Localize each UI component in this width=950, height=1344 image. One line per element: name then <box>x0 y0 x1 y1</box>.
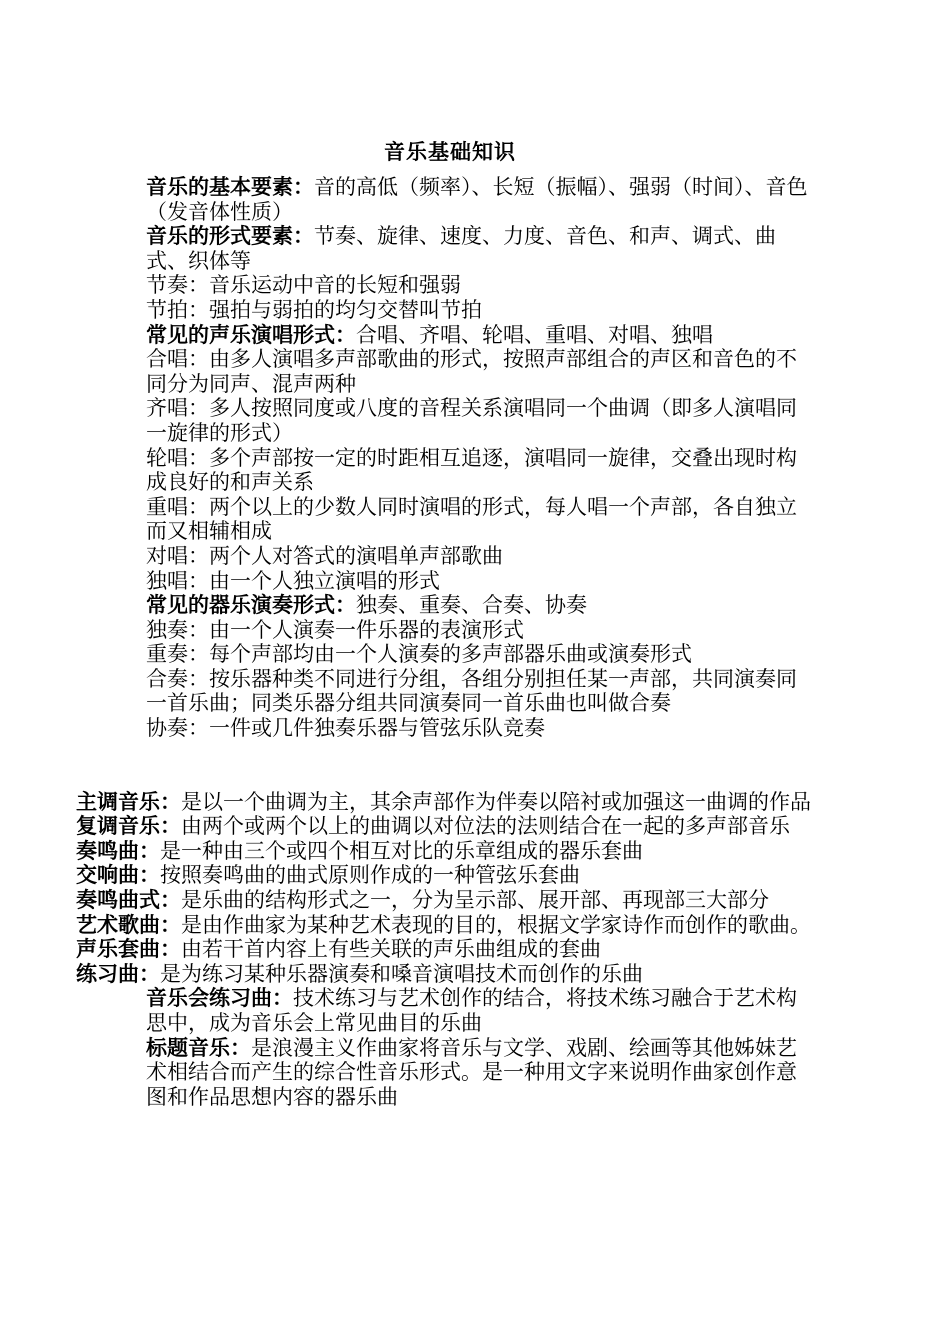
paragraph <box>76 788 816 815</box>
paragraph <box>146 396 816 445</box>
paragraph <box>146 224 816 273</box>
paragraph <box>76 813 816 839</box>
term: 复调音乐： <box>76 813 181 839</box>
term: 常见的声乐演唱形式： <box>146 321 356 347</box>
paragraph <box>76 887 816 913</box>
definition: 是乐曲的结构形式之一，分为呈示部、展开部、再现部三大部分 <box>181 888 769 913</box>
term: 奏鸣曲： <box>76 837 160 863</box>
term: 音乐的基本要素： <box>146 174 314 199</box>
definition: 节奏、旋律、速度、力度、音色、和声、调式、曲式、织体等 <box>146 224 776 273</box>
definition: 独奏：由一个人演奏一件乐器的表演形式 <box>146 617 524 642</box>
definition: 独奏、重奏、合奏、协奏 <box>356 593 587 618</box>
definition: 重唱：两个以上的少数人同时演唱的形式，每人唱一个声部，各自独立而又相辅相成 <box>146 494 797 544</box>
paragraph <box>76 960 816 987</box>
paragraph <box>76 862 816 888</box>
paragraph <box>146 347 816 396</box>
paragraph <box>146 642 816 667</box>
definition: 是浪漫主义作曲家将音乐与文学、戏剧、绘画等其他姊妹艺术相结合而产生的综合性音乐形式。是一种用文字来说明作曲家创作意图和作品思想内容的器乐曲 <box>146 1035 797 1109</box>
paragraph <box>146 446 816 495</box>
term: 艺术歌曲： <box>76 911 181 937</box>
definition: 技术练习与艺术创作的结合，将技术练习融合于艺术构思中，成为音乐会上常见曲目的乐曲 <box>146 986 797 1035</box>
paragraph <box>146 986 816 1035</box>
term: 声乐套曲： <box>76 936 181 962</box>
definition: 节奏：音乐运动中音的长短和强弱 <box>146 273 461 298</box>
definition: 合唱、齐唱、轮唱、重唱、对唱、独唱 <box>356 322 713 347</box>
definition: 是由作曲家为某种艺术表现的目的，根据文学家诗作而创作的歌曲。 <box>181 912 811 937</box>
page-title: 音乐基础知识 <box>384 139 516 164</box>
definition: 轮唱：多个声部按一定的时距相互追逐，演唱同一旋律，交叠出现时构成良好的和声关系 <box>146 445 797 495</box>
paragraph <box>146 323 816 348</box>
paragraph <box>146 667 816 716</box>
paragraph <box>146 593 816 618</box>
definition: 协奏：一件或几件独奏乐器与管弦乐队竞奏 <box>146 716 545 741</box>
definition: 音的高低（频率）、长短（振幅）、强弱（时间）、音色（发音体性质） <box>146 175 808 224</box>
paragraph <box>146 298 816 323</box>
section-basic-knowledge <box>146 175 816 741</box>
term: 音乐的形式要素： <box>146 223 314 249</box>
definition: 是为练习某种乐器演奏和嗓音演唱技术而创作的乐曲 <box>160 961 643 986</box>
term: 标题音乐： <box>146 1034 251 1060</box>
paragraph <box>146 618 816 643</box>
paragraph <box>76 911 816 938</box>
paragraph <box>146 716 816 741</box>
paragraph <box>76 837 816 864</box>
definition: 由若干首内容上有些关联的声乐曲组成的套曲 <box>181 937 601 962</box>
definition: 独唱：由一个人独立演唱的形式 <box>146 568 440 593</box>
term: 主调音乐： <box>76 788 181 814</box>
term: 交响曲： <box>76 862 160 888</box>
paragraph <box>146 273 816 298</box>
definition: 按照奏鸣曲的曲式原则作成的一种管弦乐套曲 <box>160 863 580 888</box>
definition: 对唱：两个人对答式的演唱单声部歌曲 <box>146 543 503 568</box>
definition: 是以一个曲调为主，其余声部作为伴奏以陪衬或加强这一曲调的作品 <box>181 789 811 814</box>
definition: 由两个或两个以上的曲调以对位法的法则结合在一起的多声部音乐 <box>181 814 790 839</box>
paragraph <box>146 544 816 569</box>
paragraph <box>76 936 816 962</box>
term: 奏鸣曲式： <box>76 887 181 913</box>
definition: 合唱：由多人演唱多声部歌曲的形式，按照声部组合的声区和音色的不同分为同声、混声两种 <box>146 347 797 396</box>
definition: 是一种由三个或四个相互对比的乐章组成的器乐套曲 <box>160 838 643 863</box>
paragraph <box>146 1036 816 1110</box>
term: 音乐会练习曲： <box>146 985 293 1011</box>
definition: 节拍：强拍与弱拍的均匀交替叫节拍 <box>146 297 482 322</box>
section-spacer <box>146 741 816 790</box>
term: 练习曲： <box>76 960 160 986</box>
paragraph <box>146 495 816 544</box>
paragraph <box>146 569 816 594</box>
definition: 重奏：每个声部均由一个人演奏的多声部器乐曲或演奏形式 <box>146 642 692 667</box>
document-body <box>76 174 816 1109</box>
section-musical-forms <box>76 788 816 1110</box>
paragraph <box>146 175 816 224</box>
definition: 合奏：按乐器种类不同进行分组，各组分别担任某一声部，共同演奏同一首乐曲；同类乐器分组共同演奏同一首乐曲也叫做合奏 <box>146 666 797 716</box>
definition: 齐唱：多人按照同度或八度的音程关系演唱同一个曲调（即多人演唱同一旋律的形式） <box>146 396 797 445</box>
term: 常见的器乐演奏形式： <box>146 592 356 618</box>
